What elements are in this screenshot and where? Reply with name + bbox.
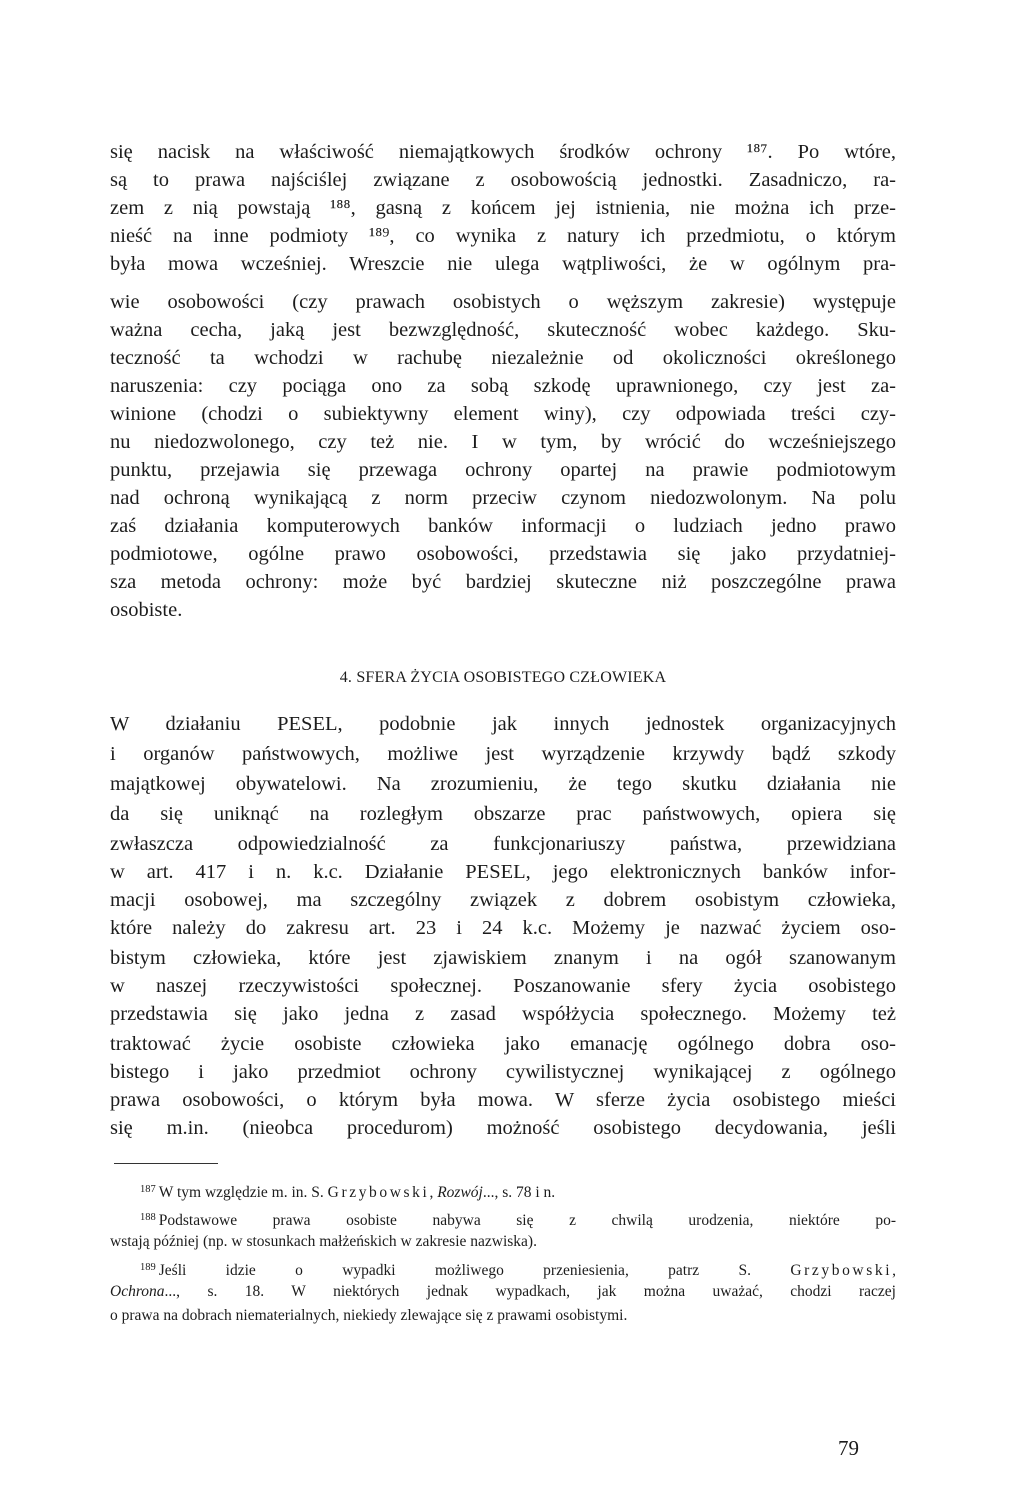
text-line: teczność ta wchodzi w rachubę niezależnie od okoliczności określonego: [110, 347, 896, 369]
book-page: [110, 0, 896, 1487]
text-line: w naszej rzeczywistości społecznej. Poszanowanie sfery życia osobistego: [110, 975, 896, 997]
text-line: macji osobowej, ma szczególny związek z dobrem osobistym człowieka,: [110, 889, 896, 911]
text-line: zaś działania komputerowych banków informacji o ludziach jedno prawo: [110, 515, 896, 537]
text-line: i organów państwowych, możliwe jest wyrządzenie krzywdy bądź szkody: [110, 743, 896, 765]
text-line: traktować życie osobiste człowieka jako emanację ogólnego dobra oso-: [110, 1033, 896, 1055]
work-title: Rozwój: [437, 1184, 483, 1201]
text-line: które należy do zakresu art. 23 i 24 k.c. Możemy je nazwać życiem oso-: [110, 917, 896, 939]
text-line: wie osobowości (czy prawach osobistych o węższym zakresie) występuje: [110, 291, 896, 313]
page-number: 79: [838, 1436, 859, 1460]
text-line: sza metoda ochrony: może być bardziej skuteczne niż poszczególne prawa: [110, 571, 896, 593]
text-line: bistym człowieka, które jest zjawiskiem znanym i na ogół szanowanym: [110, 947, 896, 969]
text-line: w art. 417 i n. k.c. Działanie PESEL, jego elektronicznych banków infor-: [110, 861, 896, 883]
text-line: punktu, przejawia się przewaga ochrony opartej na prawie podmiotowym: [110, 459, 896, 481]
footnote-number: 189: [140, 1262, 156, 1273]
text-line: podmiotowe, ogólne prawo osobowości, przedstawia się jako przydatniej-: [110, 543, 896, 565]
section-heading: 4. SFERA ŻYCIA OSOBISTEGO CZŁOWIEKA: [339, 669, 667, 686]
footnote-187: $^{187}$ W tym względzie m. in. S. Grzybowski, Rozwój..., s. 78 i n.: [140, 1184, 556, 1201]
footnote-189-continued: Ochrona..., s. 18. W niektórych jednak wypadkach, jak można uważać, chodzi raczej: [110, 1283, 896, 1300]
text-line: bistego i jako przedmiot ochrony cywilistycznej wynikającej z ogólnego: [110, 1061, 896, 1083]
text-line: osobiste.: [110, 599, 183, 621]
text-line: da się uniknąć na rozległym obszarze prac państwowych, opiera się: [110, 803, 896, 825]
text-line: przedstawia się jako jedna z zasad współżycia społecznego. Możemy też: [110, 1003, 896, 1025]
footnote-number: 187: [140, 1184, 156, 1195]
footnote-separator: [114, 1163, 218, 1164]
text-line: W działaniu PESEL, podobnie jak innych jednostek organizacyjnych: [110, 713, 896, 735]
text-line: nu niedozwolonego, czy też nie. I w tym, by wrócić do wcześniejszego: [110, 431, 896, 453]
author-name: Grzybowski: [327, 1184, 430, 1201]
text-line: majątkowej obywatelowi. Na zrozumieniu, że tego skutku działania nie: [110, 773, 896, 795]
text-line: ważna cecha, jaką jest bezwzględność, skuteczność wobec każdego. Sku-: [110, 319, 896, 341]
footnote-number: 188: [140, 1212, 156, 1223]
text-line: naruszenia: czy pociąga ono za sobą szkodę uprawnionego, czy jest za-: [110, 375, 896, 397]
text-line: są to prawa najściślej związane z osobowością jednostki. Zasadniczo, ra-: [110, 169, 896, 191]
text-line: się nacisk na właściwość niemajątkowych środków ochrony ¹⁸⁷. Po wtóre,: [110, 141, 896, 163]
text-line: była mowa wcześniej. Wreszcie nie ulega wątpliwości, że w ogólnym pra-: [110, 253, 896, 275]
footnote-189: $^{189}$ Jeśli idzie o wypadki możliwego przeniesienia, patrz S. Grzybowski,: [140, 1262, 896, 1279]
text-line: prawa osobowości, o którym była mowa. W sferze życia osobistego mieści: [110, 1089, 896, 1111]
text-line: zwłaszcza odpowiedzialność za funkcjonariuszy państwa, przewidziana: [110, 833, 896, 855]
footnote-188-continued: wstają później (np. w stosunkach małżeńskich w zakresie nazwiska).: [110, 1233, 537, 1250]
text-line: się m.in. (nieobca procedurom) możność osobistego decydowania, jeśli: [110, 1117, 896, 1139]
work-title: Ochrona: [110, 1283, 165, 1300]
footnote-188: $^{188}$ Podstawowe prawa osobiste nabywa się z chwilą urodzenia, niektóre po-: [140, 1212, 896, 1229]
text-line: nad ochroną wynikającą z norm przeciw czynom niedozwolonym. Na polu: [110, 487, 896, 509]
text-line: winione (chodzi o subiektywny element winy), czy odpowiada treści czy-: [110, 403, 896, 425]
author-name: Grzybowski: [790, 1262, 893, 1279]
text-line: nieść na inne podmioty ¹⁸⁹, co wynika z natury ich przedmiotu, o którym: [110, 225, 896, 247]
footnote-189-continued: o prawa na dobrach niematerialnych, niekiedy zlewające się z prawami osobistymi.: [110, 1307, 628, 1324]
text-line: zem z nią powstają ¹⁸⁸, gasną z końcem jej istnienia, nie można ich prze-: [110, 197, 896, 219]
